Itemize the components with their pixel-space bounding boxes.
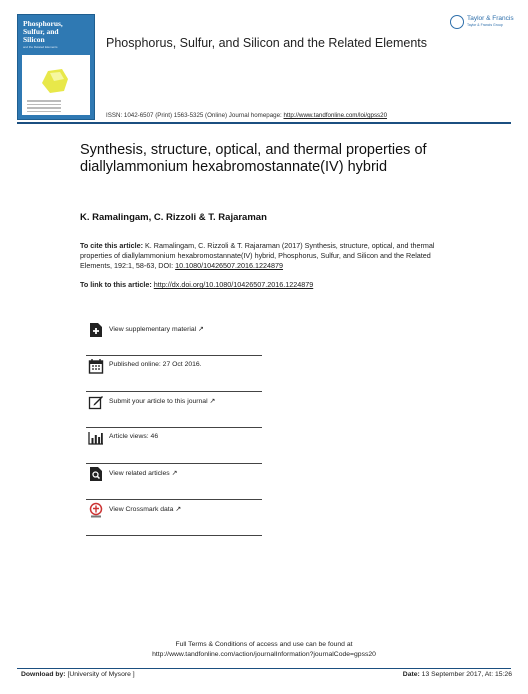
cover-crystal-image xyxy=(40,67,70,95)
terms-footer xyxy=(0,640,528,660)
divider xyxy=(86,499,262,501)
related-search-icon xyxy=(88,466,104,482)
cover-title-line: Phosphorus, xyxy=(23,19,63,28)
action-label: View related articles ↗ xyxy=(109,470,178,477)
issn-text: ISSN: 1042-6507 (Print) 1563-5325 (Online) Journal homepage: xyxy=(106,112,282,119)
edit-icon xyxy=(88,394,104,410)
cover-title-line: Silicon xyxy=(23,35,45,44)
divider xyxy=(86,463,262,465)
divider xyxy=(86,391,262,393)
cite-doi-link[interactable]: 10.1080/10426507.2016.1224879 xyxy=(175,261,284,270)
action-article-views xyxy=(86,430,262,464)
link-label: To link to this article: xyxy=(80,280,152,289)
citation-block xyxy=(80,241,440,271)
action-label: Submit your article to this journal ↗ xyxy=(109,398,216,405)
article-authors: K. Ramalingam, C. Rizzoli & T. Rajaraman xyxy=(80,212,267,223)
publisher-logo-icon xyxy=(450,15,464,29)
external-link-icon: ↗ xyxy=(171,470,178,477)
publisher-subname: Taylor & Francis Group xyxy=(467,23,503,27)
cover-subtitle: and the Related Elements xyxy=(23,45,58,49)
journal-title: Phosphorus, Sulfur, and Silicon and the Related Elements xyxy=(106,36,428,50)
header-divider xyxy=(17,122,511,124)
divider xyxy=(86,535,262,537)
journal-homepage-link[interactable]: http://www.tandfonline.com/loi/gpss20 xyxy=(283,112,388,119)
download-info xyxy=(21,671,135,678)
action-supplementary-material[interactable] xyxy=(86,322,262,356)
divider xyxy=(86,427,262,429)
external-link-icon: ↗ xyxy=(209,398,216,405)
action-crossmark[interactable] xyxy=(86,502,262,536)
action-published-online xyxy=(86,358,262,392)
download-date xyxy=(403,671,512,678)
bar-chart-icon xyxy=(88,430,104,446)
divider xyxy=(86,355,262,357)
action-label: Article views: 46 xyxy=(109,433,159,440)
crossmark-icon xyxy=(88,502,104,518)
action-label: Published online: 27 Oct 2016. xyxy=(109,361,202,368)
date-value: 13 September 2017, At: 15:26 xyxy=(421,671,512,678)
external-link-icon: ↗ xyxy=(175,506,182,513)
cover-text-lines xyxy=(27,100,61,114)
external-link-icon: ↗ xyxy=(198,326,204,333)
cover-title-line: Sulfur, and xyxy=(23,27,59,36)
action-submit-article[interactable] xyxy=(86,394,262,428)
publisher-name: Taylor & Francis xyxy=(467,15,514,22)
journal-cover xyxy=(17,14,95,120)
action-label: View supplementary material ↗ xyxy=(109,326,204,333)
action-label: View Crossmark data ↗ xyxy=(109,506,182,513)
cite-label: To cite this article: xyxy=(80,241,143,250)
terms-line: Full Terms & Conditions of access and use can be found at xyxy=(175,641,353,648)
footer-divider xyxy=(17,668,511,669)
cite-text: K. Ramalingam, C. Rizzoli & T. Rajaraman (2017) Synthesis, structure, optical, and thermal properties of diallylammonium hexabromostannate(IV) hybrid, Phosphorus, Sulfur, and Silicon and the Related Elements, 192:1, 58-63, DOI: xyxy=(80,241,435,270)
article-doi-link[interactable]: http://dx.doi.org/10.1080/10426507.2016.1224879 xyxy=(153,280,314,289)
download-label: Download by: xyxy=(21,671,66,678)
action-related-articles[interactable] xyxy=(86,466,262,500)
publisher-logo[interactable] xyxy=(450,14,514,34)
article-link-line xyxy=(80,280,313,289)
download-value: [University of Mysore ] xyxy=(67,671,135,678)
terms-link[interactable]: http://www.tandfonline.com/action/journalInformation?journalCode=gpss20 xyxy=(152,651,376,658)
date-label: Date: xyxy=(402,671,420,678)
supplementary-icon xyxy=(88,322,104,338)
calendar-icon xyxy=(88,358,104,374)
issn-line xyxy=(106,112,387,119)
article-title: Synthesis, structure, optical, and thermal properties of diallylammonium hexabromostannate(IV) hybrid xyxy=(80,142,427,175)
cover-title xyxy=(18,15,94,44)
